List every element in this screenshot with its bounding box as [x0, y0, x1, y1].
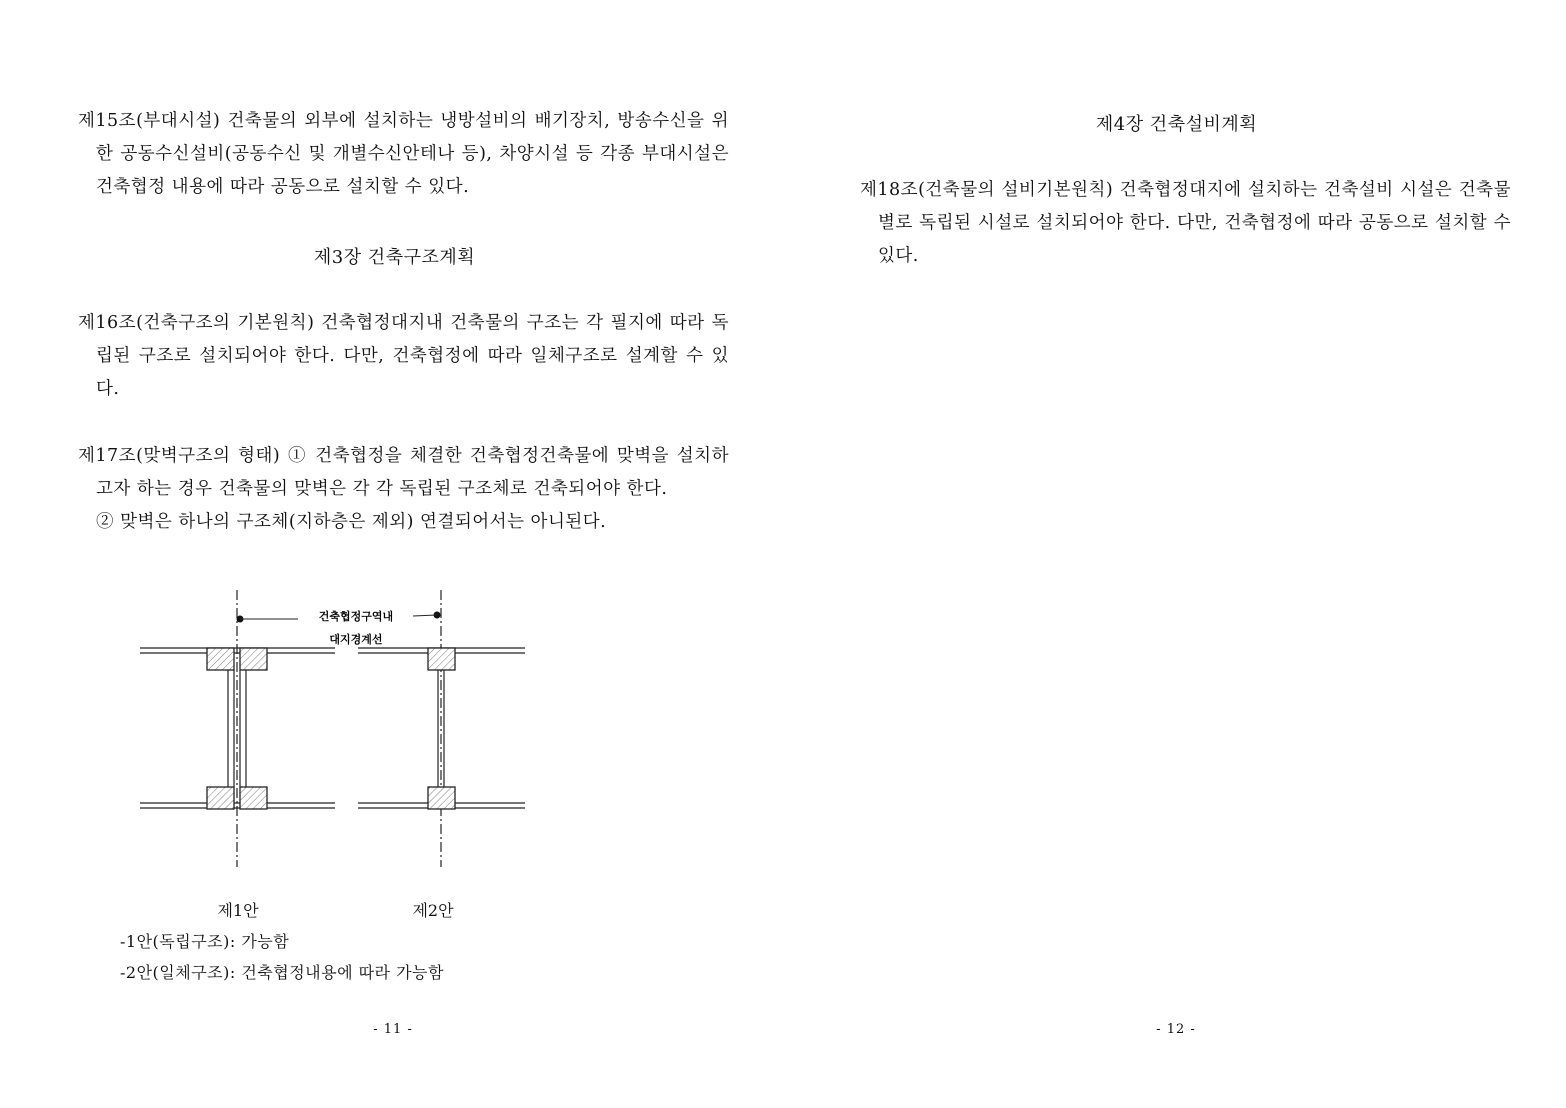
note-option-1: -1안(독립구조): 가능함: [120, 932, 290, 951]
article-18: [860, 174, 1511, 273]
boundary-label-line-2: 대지경계선: [329, 633, 383, 646]
chapter-4-heading: 제4장 건축설비계획: [1095, 114, 1258, 135]
article-15-text: 제15조(부대시설) 건축물의 외부에 설치하는 냉방설비의 배기장치, 방송수신을 위한 공동수신설비(공동수신 및 개별수신안테나 등), 차양시설 등 각종 부대시설은 건축협정 내용에 따라 공동으로 설치할 수 있다.: [78, 111, 729, 197]
option-1-drawing: [140, 590, 335, 867]
caption-option-1: 제1안: [217, 901, 259, 920]
page-number-right: - 12 -: [1156, 1022, 1196, 1037]
article-16: [78, 307, 729, 406]
article-18-text: 제18조(건축물의 설비기본원칙) 건축협정대지에 설치하는 건축설비 시설은 건축물별로 독립된 시설로 설치되어야 한다. 다만, 건축협정에 따라 공동으로 설치할 수 있다.: [860, 180, 1511, 266]
boundary-label-line-1: 건축협정구역내: [318, 610, 394, 623]
article-16-text: 제16조(건축구조의 기본원칙) 건축협정대지내 건축물의 구조는 각 필지에 따라 독립된 구조로 설치되어야 한다. 다만, 건축협정에 따라 일체구조로 설계할 수 있다.: [78, 313, 729, 399]
note-option-2: -2안(일체구조): 건축협정내용에 따라 가능함: [120, 963, 444, 982]
option-2-drawing: [358, 590, 525, 867]
page-number-left: - 11 -: [373, 1022, 413, 1037]
chapter-3-heading: 제3장 건축구조계획: [313, 247, 476, 268]
article-17: [78, 440, 729, 539]
article-17-clause-1: 제17조(맞벽구조의 형태) ① 건축협정을 체결한 건축협정건축물에 맞벽을 설치하고자 하는 경우 건축물의 맞벽은 각 각 독립된 구조체로 건축되어야 한다.: [78, 446, 729, 499]
article-15: [78, 105, 729, 204]
caption-option-2: 제2안: [412, 901, 454, 920]
article-17-clause-2: ② 맞벽은 하나의 구조체(지하층은 제외) 연결되어서는 아니된다.: [96, 512, 607, 532]
right-page: [783, 0, 1566, 1108]
party-wall-diagram: [130, 585, 540, 875]
